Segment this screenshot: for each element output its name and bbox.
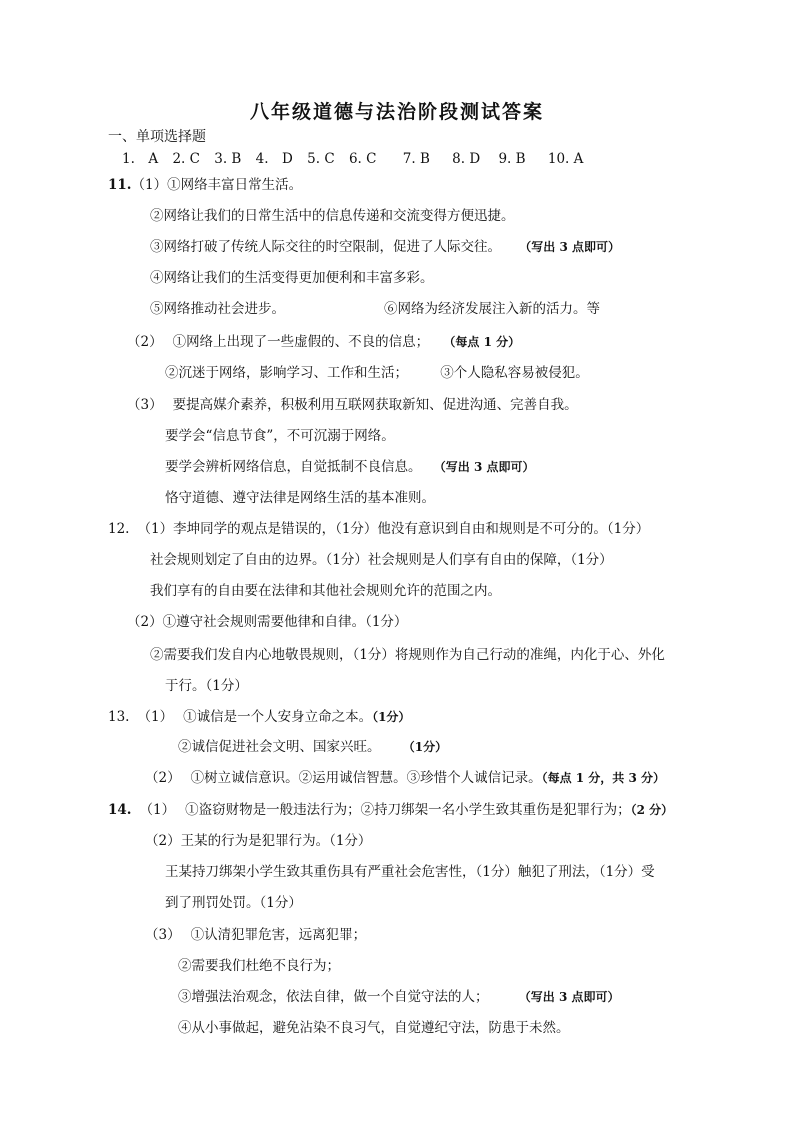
answer-text: 王某持刀绑架小学生致其重伤具有严重社会危害性，（1分）触犯了刑法，（1分）受 <box>165 864 655 880</box>
answer-text: ①树立诚信意识。②运用诚信智慧。③珍惜个人诚信记录。 <box>190 770 542 786</box>
mc-answer: 9. B <box>498 151 526 167</box>
answer-text: ②网络让我们的日常生活中的信息传递和交流变得方便迅捷。 <box>150 208 515 224</box>
answer-text: 社会规则划定了自由的边界。（1分）社会规则是人们享有自由的保障，（1分） <box>150 552 613 568</box>
answer-text: 要提高媒介素养，积极利用互联网获取新知、促进沟通、完善自我。 <box>172 397 578 413</box>
mc-answer: 4. D <box>255 151 293 167</box>
q13-line <box>178 738 447 756</box>
section-heading: 一、单项选择题 <box>108 129 206 145</box>
q11-line <box>127 333 520 351</box>
answer-text: ④网络让我们的生活变得更加便利和丰富多彩。 <box>150 270 434 286</box>
answer-text: ②沉迷于网络，影响学习、工作和生活； <box>165 365 408 381</box>
answer-text: 我们享有的自由要在法律和其他社会规则允许的范围之内。 <box>150 583 501 599</box>
answer-text: ②需要我们杜绝不良行为； <box>178 958 340 974</box>
question-number: 14. <box>108 802 132 818</box>
answer-text: 到了刑罚处罚。（1分） <box>165 895 302 911</box>
answer-text: ②需要我们发自内心地敬畏规则，（1分）将规则作为自己行动的准绳，内化于心、外化 <box>150 647 665 663</box>
answer-text: ③网络打破了传统人际交往的时空限制，促进了人际交往。 <box>150 239 501 255</box>
answer-text: ①认清犯罪危害，远离犯罪； <box>190 927 367 943</box>
answer-text: ①网络丰富日常生活。 <box>167 177 303 193</box>
mc-answer: 3. B <box>214 151 242 167</box>
scoring-note: （1分） <box>402 740 448 754</box>
answer-text: （1）李坤同学的观点是错误的，（1分）他没有意识到自由和规则是不可分的。（1分） <box>137 521 650 537</box>
page-title: 八年级道德与法治阶段测试答案 <box>249 101 544 123</box>
q13-line <box>108 708 410 726</box>
mc-answer-row <box>122 150 593 168</box>
answer-text: ④从小事做起，避免沾染不良习气，自觉遵纪守法，防患于未然。 <box>178 1020 570 1036</box>
mc-answer: 10. A <box>547 151 584 167</box>
q11-line <box>127 396 578 414</box>
part-marker: （3） <box>127 397 163 413</box>
q11-line <box>150 238 620 256</box>
mc-answer: 5. C <box>307 151 335 167</box>
mc-answer: 6. C <box>348 151 377 167</box>
answer-text: ①诚信是一个人安身立命之本。 <box>183 709 373 725</box>
mc-answer: 1. A <box>122 151 159 167</box>
q13-line <box>145 769 665 787</box>
part-marker: （1） <box>131 177 168 193</box>
scoring-note: （每点 1 分，共 3 分） <box>541 771 666 785</box>
part-marker: （1） <box>139 802 176 818</box>
q14-line <box>178 988 620 1006</box>
part-marker: （1） <box>137 709 174 725</box>
q11-line <box>165 458 535 476</box>
answer-text: ③个人隐私容易被侵犯。 <box>440 365 589 381</box>
answer-text: ⑥网络为经济发展注入新的活力。等 <box>384 301 600 317</box>
answer-text: （2）①遵守社会规则需要他律和自律。（1分） <box>127 614 408 630</box>
scoring-note: （写出 3 点即可） <box>518 990 620 1004</box>
question-number: 13. <box>108 709 130 725</box>
part-marker: （2） <box>145 770 181 786</box>
q12-line <box>108 520 649 538</box>
scoring-note: （1分） <box>372 710 411 724</box>
answer-text: ①网络上出现了一些虚假的、不良的信息； <box>172 334 430 350</box>
answer-text: （2）王某的行为是犯罪行为。（1分） <box>145 833 372 849</box>
scoring-note: （写出 3 点即可） <box>519 240 621 254</box>
q14-line <box>145 926 366 944</box>
answer-text: 要学会“信息节食”，不可沉溺于网络。 <box>165 428 395 444</box>
question-number: 12. <box>108 521 130 537</box>
mc-answer: 2. C <box>172 151 200 167</box>
answer-text: 要学会辨析网络信息，自觉抵制不良信息。 <box>165 459 422 475</box>
part-marker: （3） <box>145 927 181 943</box>
q14-line <box>108 801 673 819</box>
scoring-note: （写出 3 点即可） <box>433 460 535 474</box>
answer-text: ②诚信促进社会文明、国家兴旺。 <box>178 739 381 755</box>
answer-text: 于行。（1分） <box>165 678 248 694</box>
answer-text: ①盗窃财物是一般违法行为；②持刀绑架一名小学生致其重伤是犯罪行为； <box>185 802 631 818</box>
answer-text: 恪守道德、遵守法律是网络生活的基本准则。 <box>165 490 435 506</box>
q11-line <box>108 176 302 194</box>
question-number: 11. <box>108 177 132 193</box>
answer-text: ⑤网络推动社会进步。 <box>150 301 285 317</box>
scoring-note: （每点 1 分） <box>443 335 521 349</box>
answer-text: ③增强法治观念，依法自律，做一个自觉守法的人； <box>178 989 489 1005</box>
part-marker: （2） <box>127 334 163 350</box>
q11-line <box>165 364 589 382</box>
mc-answer: 7. B <box>402 151 430 167</box>
scoring-note: （2 分） <box>630 803 674 817</box>
mc-answer: 8. D <box>452 151 481 167</box>
